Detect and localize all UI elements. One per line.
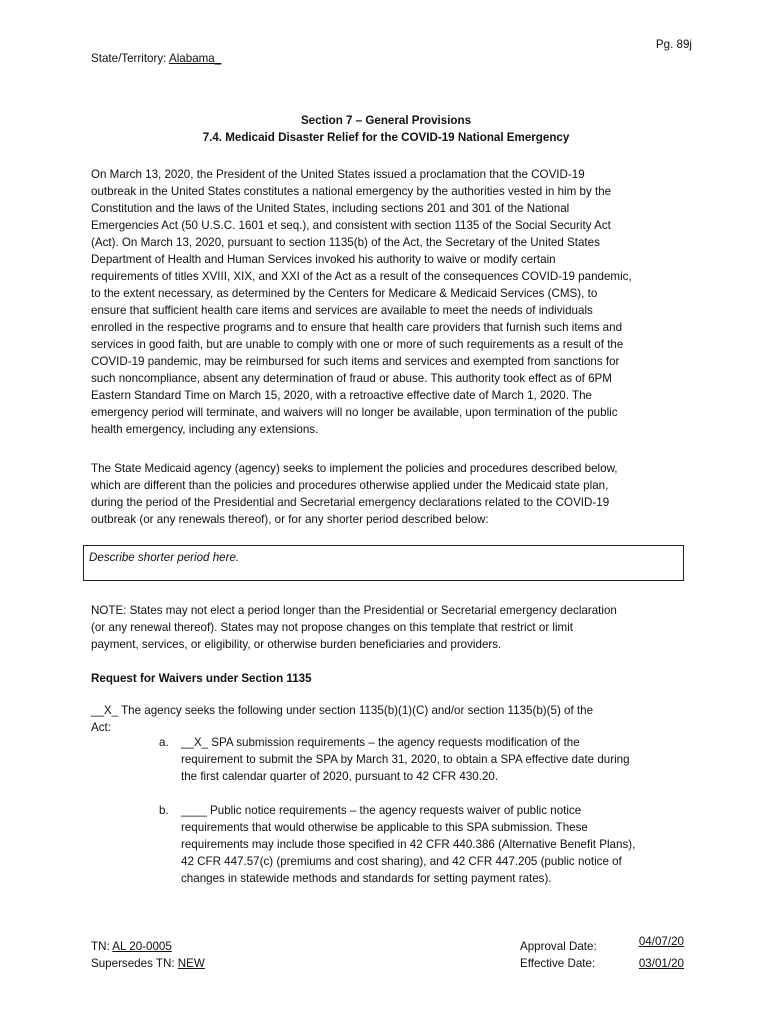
paragraph-line: requirements of titles XVIII, XIX, and XXI of the Act as a result of the consequences COVID-19 pandemic, [91,270,632,283]
waiver-intro [91,702,691,736]
paragraph-line: outbreak in the United States constitutes a national emergency by the authorities vested in him by the [91,185,612,198]
paragraph-line: Constitution and the laws of the United States, including sections 201 and 301 of the National [91,202,570,215]
list-item-line: ____ Public notice requirements – the agency requests waiver of public notice [181,804,582,817]
list-item-public-notice [181,802,635,887]
approval-date-row [520,935,684,955]
paragraph-line: Department of Health and Human Services invoked his authority to waive or modify certain [91,253,556,266]
paragraph-line: ensure that sufficient health care items and services are available to meet the needs of individuals [91,304,593,317]
tn-row [91,938,205,955]
list-marker-a: a. [159,736,169,749]
paragraph-line: Act: [91,721,111,734]
approval-date-value: 04/07/20 [638,935,684,948]
note-paragraph [91,602,691,653]
state-value: Alabama_ [168,52,222,65]
section-heading [91,112,681,146]
paragraph-line: NOTE: States may not elect a period longer than the Presidential or Secretarial emergency declaration [91,604,617,617]
footer-dates-block [520,935,684,972]
paragraph-line: Eastern Standard Time on March 15, 2020, with a retroactive effective date of March 1, 2020. The [91,389,592,402]
supersedes-label: Supersedes TN: [91,957,175,970]
paragraph-line: outbreak (or any renewals thereof), or for any shorter period described below: [91,513,489,526]
shorter-period-field[interactable] [83,545,684,581]
approval-date-label: Approval Date: [520,940,597,953]
subsection-title: 7.4. Medicaid Disaster Relief for the COVID-19 National Emergency [202,131,570,144]
supersedes-value: NEW [177,957,205,970]
agency-paragraph [91,460,691,528]
list-item-line: requirements may include those specified in 42 CFR 440.386 (Alternative Benefit Plans), [181,838,636,851]
paragraph-line: (Act). On March 13, 2020, pursuant to section 1135(b) of the Act, the Secretary of the United States [91,236,600,249]
tn-label: TN: [91,940,110,953]
tn-value: AL 20-0005 [112,940,172,953]
list-item-line: requirement to submit the SPA by March 31, 2020, to obtain a SPA effective date during [181,753,630,766]
supersedes-row [91,955,205,972]
list-marker-b: b. [159,804,169,817]
state-territory-line [91,50,221,67]
paragraph-line: during the period of the Presidential and Secretarial emergency declarations related to the COVID-19 [91,496,610,509]
paragraph-line: The State Medicaid agency (agency) seeks to implement the policies and procedures described below, [91,462,618,475]
list-item-line: the first calendar quarter of 2020, pursuant to 42 CFR 430.20. [181,770,499,783]
effective-date-label: Effective Date: [520,957,596,970]
paragraph-line: COVID-19 pandemic, may be reimbursed for such items and services and exempted from sanctions for [91,355,620,368]
paragraph-line: which are different than the policies and procedures otherwise applied under the Medicaid state plan, [91,479,609,492]
list-item-line: requirements that would otherwise be applicable to this SPA submission. These [181,821,588,834]
list-item-line: __X_ SPA submission requirements – the agency requests modification of the [181,736,580,749]
paragraph-line: payment, services, or eligibility, or otherwise burden beneficiaries and providers. [91,638,502,651]
effective-date-row [520,955,684,972]
waiver-heading: Request for Waivers under Section 1135 [91,672,312,685]
paragraph-line: enrolled in the respective programs and to ensure that health care providers that furnish such items and [91,321,623,334]
effective-date-value: 03/01/20 [638,957,684,970]
list-item-line: changes in statewide methods and standards for setting payment rates). [181,872,552,885]
page-number: Pg. 89j [655,38,692,51]
paragraph-line: to the extent necessary, as determined by the Centers for Medicare & Medicaid Services (CMS), to [91,287,598,300]
paragraph-line: health emergency, including any extensions. [91,423,319,436]
paragraph-line: such noncompliance, absent any determination of fraud or abuse. This authority took effect as of 6PM [91,372,612,385]
footer-tn-block [91,938,205,972]
section-title: Section 7 – General Provisions [300,114,472,127]
paragraph-line: emergency period will terminate, and waivers will no longer be available, upon termination of the public [91,406,618,419]
shorter-period-placeholder: Describe shorter period here. [89,551,240,564]
list-item-line: 42 CFR 447.57(c) (premiums and cost sharing), and 42 CFR 447.205 (public notice of [181,855,622,868]
list-item-spa-submission [181,734,630,785]
state-label: State/Territory: [91,52,167,65]
paragraph-line: Emergencies Act (50 U.S.C. 1601 et seq.), and consistent with section 1135 of the Social Security Act [91,219,611,232]
paragraph-line: __X_ The agency seeks the following under section 1135(b)(1)(C) and/or section 1135(b)(5) of the [91,704,594,717]
intro-paragraph [91,166,691,438]
paragraph-line: On March 13, 2020, the President of the United States issued a proclamation that the COVID-19 [91,168,585,181]
paragraph-line: (or any renewal thereof). States may not propose changes on this template that restrict or limit [91,621,574,634]
paragraph-line: services in good faith, but are unable to comply with one or more of such requirements as a result of the [91,338,624,351]
